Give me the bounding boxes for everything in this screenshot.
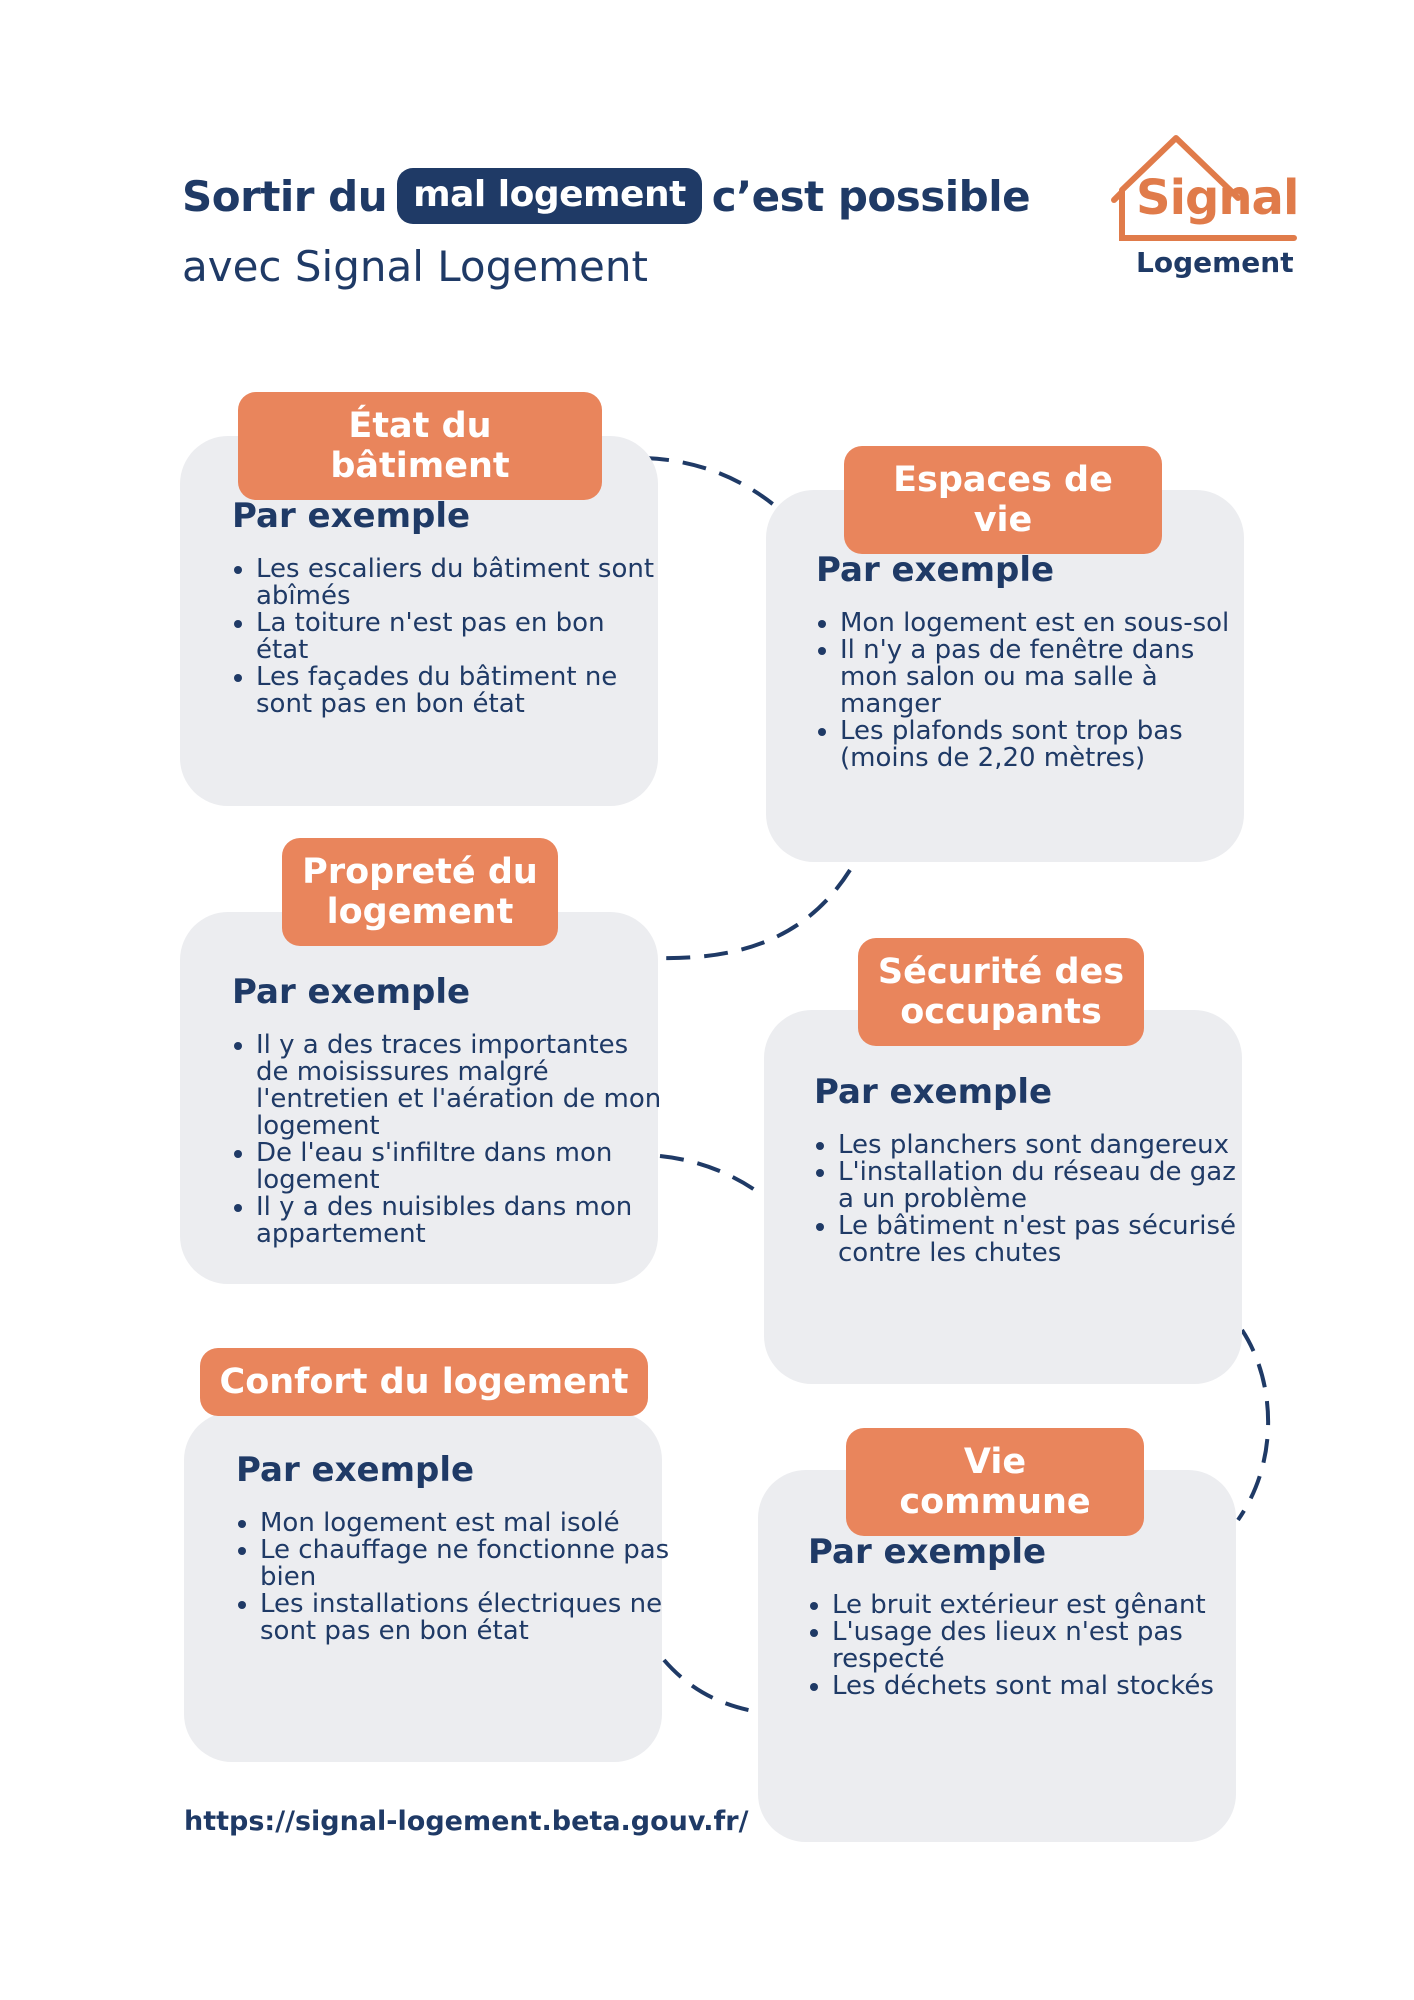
list-etat-batiment [228,556,656,718]
list-item: • Il y a des traces importantes de moisissures malgré l'entretien et l'aération de mon logement [256,1032,666,1140]
list-vie-commune [804,1592,1252,1700]
list-espaces-vie [812,610,1240,772]
example-label: Par exemple [814,1072,1053,1112]
list-item: • L'installation du réseau de gaz a un problème [838,1159,1238,1213]
headline-text-before: Sortir du [182,171,388,221]
list-item: • Les planchers sont dangereux [838,1132,1238,1159]
connector-3 [660,1156,762,1195]
headline-highlight: mal logement [397,168,702,224]
list-item: • Les installations électriques ne sont pas en bon état [260,1591,670,1645]
logo-subtitle: Logement [1136,246,1294,279]
example-label: Par exemple [808,1532,1047,1572]
list-securite-occupants [810,1132,1238,1267]
list-item: • Il n'y a pas de fenêtre dans mon salon ou ma salle à manger [840,637,1240,718]
list-item: • De l'eau s'infiltre dans mon logement [256,1140,666,1194]
list-item: • Mon logement est en sous-sol [840,610,1240,637]
example-label: Par exemple [232,496,471,536]
list-item: • Il y a des nuisibles dans mon appartement [256,1194,666,1248]
list-item: • La toiture n'est pas en bon état [256,610,656,664]
example-label: Par exemple [232,972,471,1012]
example-label: Par exemple [236,1450,475,1490]
tag-proprete-logement: Propreté du logement [282,838,558,946]
list-confort-logement [232,1510,670,1645]
list-item: • Le bâtiment n'est pas sécurisé contre les chutes [838,1213,1238,1267]
tag-securite-occupants: Sécurité des occupants [858,938,1144,1046]
connector-5 [664,1660,758,1712]
tag-vie-commune: Vie commune [846,1428,1144,1536]
tag-etat-batiment: État du bâtiment [238,392,602,500]
list-item: • Mon logement est mal isolé [260,1510,670,1537]
headline-text-after: c’est possible [711,171,1031,221]
connector-2 [660,870,850,958]
connector-4 [1238,1330,1268,1520]
list-item: • Les plafonds sont trop bas (moins de 2,20 mètres) [840,718,1240,772]
tag-confort-logement: Confort du logement [200,1348,648,1416]
website-link[interactable]: https://signal-logement.beta.gouv.fr/ [184,1806,749,1837]
example-label: Par exemple [816,550,1055,590]
list-item: • Les façades du bâtiment ne sont pas en bon état [256,664,656,718]
tag-espaces-vie: Espaces de vie [844,446,1162,554]
list-item: • Les déchets sont mal stockés [832,1673,1252,1700]
subline: avec Signal Logement [182,242,648,291]
logo-wordmark: Signal [1136,170,1299,226]
list-item: • L'usage des lieux n'est pas respecté [832,1619,1252,1673]
connector-1 [645,458,780,510]
list-proprete-logement [228,1032,666,1248]
list-item: • Les escaliers du bâtiment sont abîmés [256,556,656,610]
list-item: • Le chauffage ne fonctionne pas bien [260,1537,670,1591]
list-item: • Le bruit extérieur est gênant [832,1592,1252,1619]
